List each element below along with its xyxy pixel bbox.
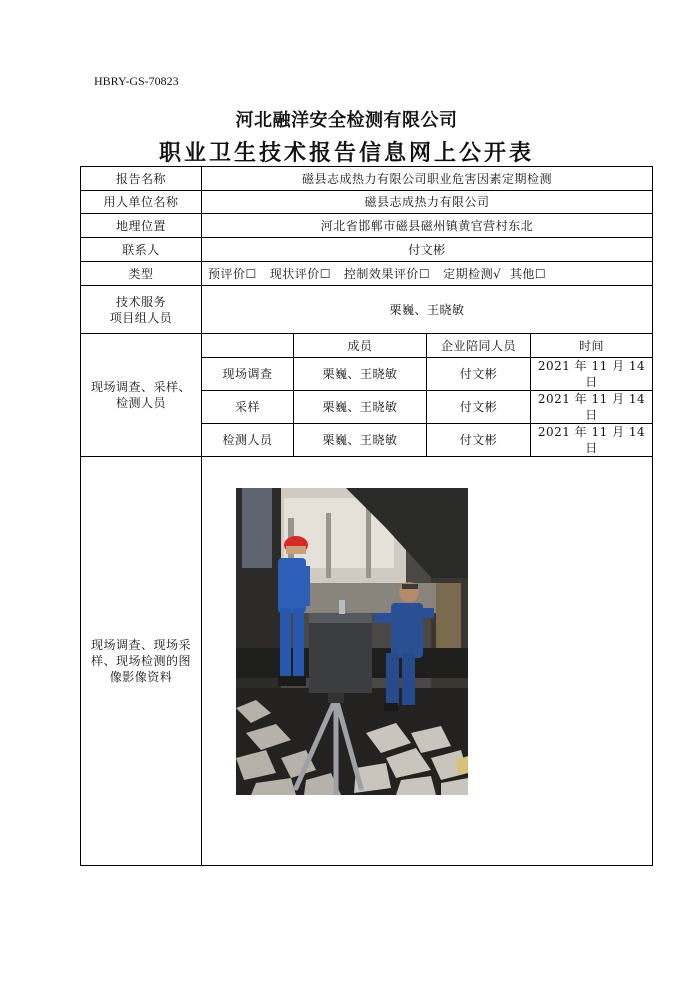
row-type <box>81 262 653 286</box>
document-code: HBRY-GS-70823 <box>94 74 179 88</box>
survey-header-escort: 企业陪同人员 <box>427 334 531 358</box>
images-label <box>81 457 202 866</box>
survey-escort: 付文彬 <box>427 391 531 424</box>
team-label-line1: 技术服务 <box>115 294 166 309</box>
report-name-label: 报告名称 <box>81 167 202 191</box>
row-employer <box>81 191 653 214</box>
site-photo <box>236 488 468 795</box>
type-value: 预评价☐ 现状评价☐ 控制效果评价☐ 定期检测√ 其他☐ <box>202 262 653 286</box>
employer-label: 用人单位名称 <box>81 191 202 214</box>
survey-header-members: 成员 <box>294 334 427 358</box>
survey-date: 2021 年 11 月 14 日 <box>531 358 653 391</box>
location-label: 地理位置 <box>81 214 202 238</box>
survey-role: 现场调查 <box>202 358 294 391</box>
survey-role: 采样 <box>202 391 294 424</box>
images-label-line2: 样、现场检测的图 <box>90 654 191 668</box>
survey-role: 检测人员 <box>202 424 294 457</box>
survey-members: 栗巍、王晓敏 <box>294 358 427 391</box>
row-report-name <box>81 167 653 191</box>
team-label <box>81 286 202 334</box>
survey-label-line2: 检测人员 <box>115 396 166 410</box>
survey-escort: 付文彬 <box>427 358 531 391</box>
row-team <box>81 286 653 334</box>
survey-escort: 付文彬 <box>427 424 531 457</box>
team-label-line2: 项目组人员 <box>109 310 173 325</box>
survey-header-date: 时间 <box>531 334 653 358</box>
contact-label: 联系人 <box>81 238 202 262</box>
survey-members: 栗巍、王晓敏 <box>294 391 427 424</box>
company-name: 河北融洋安全检测有限公司 <box>235 110 458 131</box>
report-name-value: 磁县志成热力有限公司职业危害因素定期检测 <box>202 167 653 191</box>
row-location <box>81 214 653 238</box>
survey-label <box>81 334 202 457</box>
team-value: 栗巍、王晓敏 <box>202 286 653 334</box>
images-label-line3: 像影像资料 <box>109 670 173 684</box>
survey-date: 2021 年 11 月 14 日 <box>531 391 653 424</box>
row-contact <box>81 238 653 262</box>
survey-date: 2021 年 11 月 14 日 <box>531 424 653 457</box>
document-title: 职业卫生技术报告信息网上公开表 <box>158 140 534 166</box>
survey-header-row <box>81 334 653 358</box>
survey-members: 栗巍、王晓敏 <box>294 424 427 457</box>
survey-label-line1: 现场调查、采样、 <box>90 380 191 394</box>
employer-value: 磁县志成热力有限公司 <box>202 191 653 214</box>
contact-value: 付文彬 <box>202 238 653 262</box>
survey-header-blank <box>202 334 294 358</box>
images-label-line1: 现场调查、现场采 <box>90 638 191 652</box>
location-value: 河北省邯郸市磁县磁州镇黄官营村东北 <box>202 214 653 238</box>
type-label: 类型 <box>81 262 202 286</box>
